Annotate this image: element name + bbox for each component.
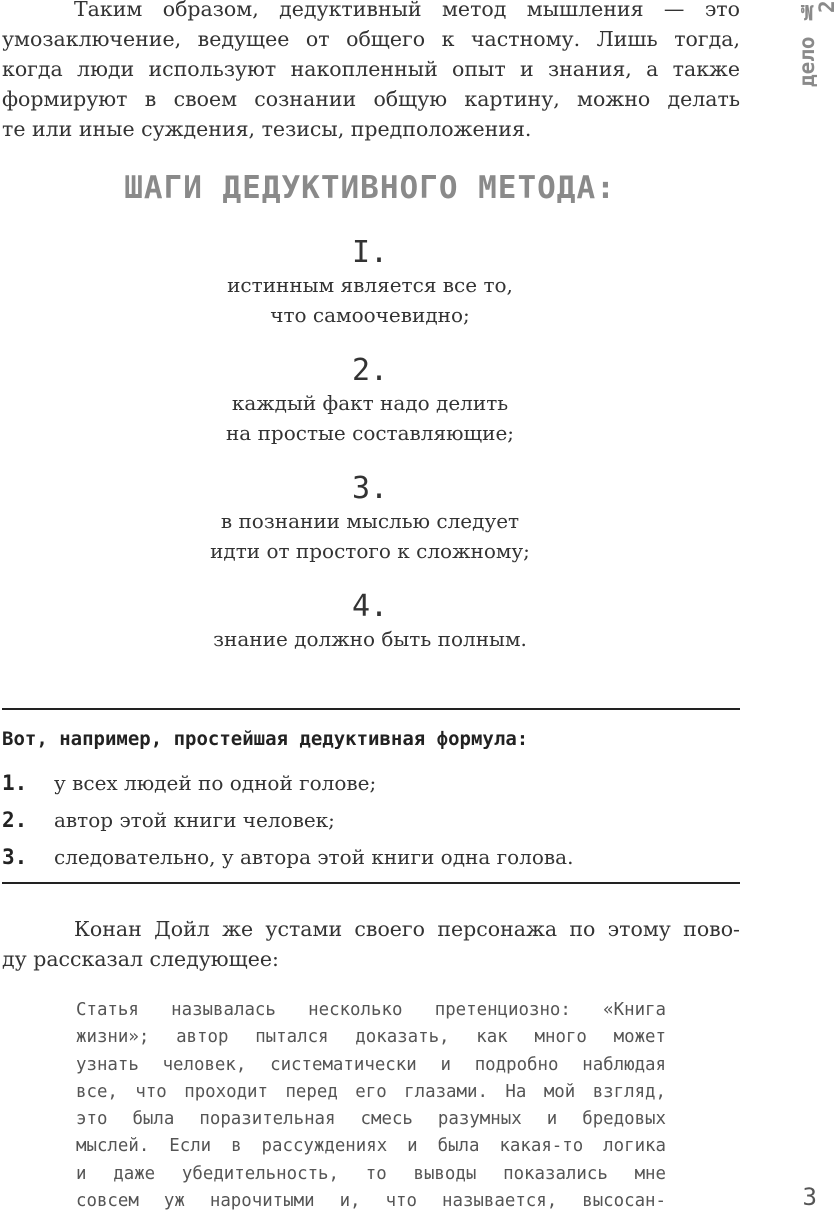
step-text: истинным является все то, <box>227 273 513 297</box>
step-item <box>0 236 740 330</box>
formula-item <box>2 801 740 838</box>
page-number: 3 <box>802 1183 817 1211</box>
formula-item-text: следовательно, у автора этой книги одна голова. <box>54 844 574 869</box>
steps-list <box>0 236 740 678</box>
quote-line: узнать человек, систематически и подробно наблюдая <box>76 1054 666 1075</box>
formula-item-number: 3. <box>2 844 28 869</box>
text-line: умозаключение, ведущее от общего к частному. Лишь тогда, <box>2 27 740 51</box>
text-line: когда люди используют накопленный опыт и знания, а также <box>2 57 740 81</box>
formula-item-text: у всех людей по одной голове; <box>54 770 377 795</box>
step-text: каждый факт надо делить <box>231 391 509 415</box>
step-text: в познании мыслью следует <box>220 509 520 533</box>
formula-item-text: автор этой книги человек; <box>54 807 335 832</box>
quote-line: все, что проходит перед его глазами. На мой взгляд, <box>76 1081 666 1102</box>
quote-line: это была поразительная смесь разумных и бредовых <box>76 1109 666 1130</box>
step-number: 2. <box>351 353 389 388</box>
quote-line: Статья называлась несколько претенциозно: «Книга <box>76 1000 666 1020</box>
quote-line: и даже убедительность, то выводы показались мне <box>76 1163 666 1184</box>
formula-title: Вот, например, простейшая дедуктивная формула: <box>2 728 529 750</box>
formula-item <box>2 838 740 875</box>
formula-item-number: 2. <box>2 807 28 832</box>
text-line: формируют в своем сознании общую картину, можно делать <box>2 87 740 111</box>
text-line: Конан Дойл же устами своего персонажа по этому пово- <box>74 917 740 941</box>
formula-item <box>2 764 740 801</box>
step-text: на простые составляющие; <box>225 421 515 445</box>
quote-line: жизни»; автор пытался доказать, как много может <box>76 1027 666 1048</box>
quote-line: совсем уж нарочитыми и, что называется, высосан- <box>76 1191 666 1212</box>
step-number: 4. <box>351 589 389 624</box>
quote-line: мыслей. Если в рассуждениях и была какая-то логика <box>76 1136 666 1157</box>
intro-paragraph <box>2 0 740 144</box>
divider-bottom <box>2 882 740 884</box>
step-item <box>0 472 740 566</box>
doyle-paragraph <box>2 914 740 974</box>
quote-block <box>76 997 666 1215</box>
step-number: I. <box>351 235 389 270</box>
divider-top <box>2 708 740 710</box>
formula-item-number: 1. <box>2 770 28 795</box>
text-line: те или иные суждения, тезисы, предположения. <box>2 117 532 141</box>
step-text: идти от простого к сложному; <box>210 539 530 563</box>
chapter-side-label: дело № 2 <box>795 0 839 88</box>
step-number: 3. <box>351 471 389 506</box>
text-line: Таким образом, дедуктивный метод мышления — это <box>74 0 740 21</box>
step-text: знание должно быть полным. <box>213 627 527 651</box>
text-line: ду рассказал следующее: <box>2 947 279 971</box>
step-item <box>0 354 740 448</box>
step-item <box>0 590 740 654</box>
steps-heading: ШАГИ ДЕДУКТИВНОГО МЕТОДА: <box>124 170 616 206</box>
formula-list <box>2 764 740 875</box>
step-text: что самоочевидно; <box>270 303 470 327</box>
